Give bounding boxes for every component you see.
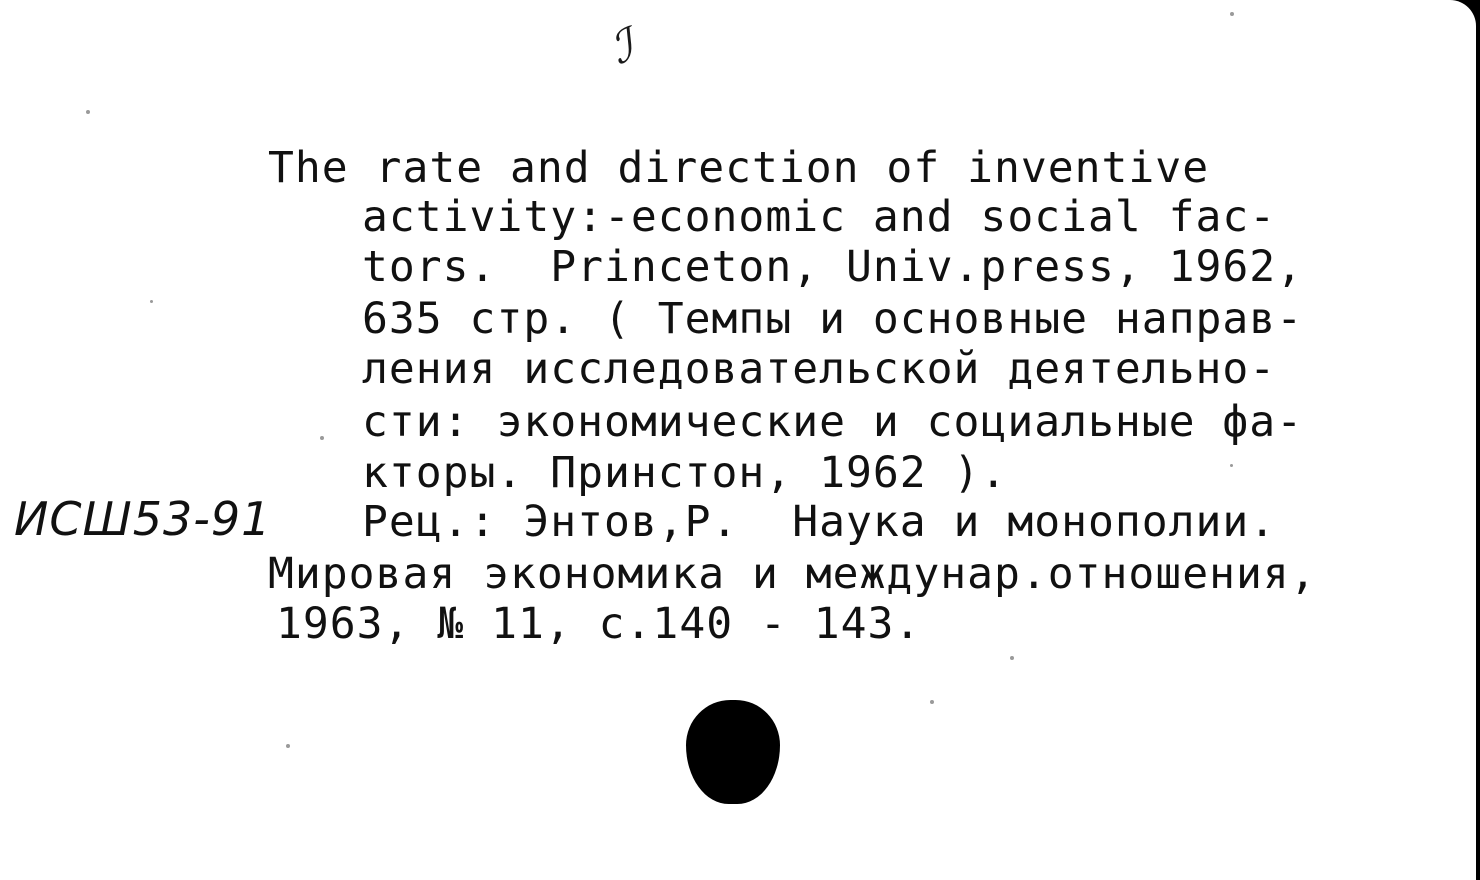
card-line-1: The rate and direction of inventive: [268, 143, 1210, 193]
speck: [1010, 656, 1014, 660]
speck: [320, 436, 324, 440]
scan-edge: [1476, 0, 1480, 880]
speck: [1230, 12, 1234, 16]
speck: [930, 700, 934, 704]
call-number: ИСШ53-91: [14, 492, 272, 546]
corner-mark: ℐ: [603, 20, 641, 75]
speck: [86, 110, 90, 114]
speck: [150, 300, 153, 303]
card-line-5: ления исследовательской деятельно-: [362, 344, 1277, 394]
speck: [1230, 464, 1233, 467]
card-line-2: activity:-economic and social fac-: [362, 192, 1277, 242]
card-line-4: 635 стр. ( Темпы и основные направ-: [362, 294, 1304, 344]
card-line-7: кторы. Принстон, 1962 ).: [362, 448, 1008, 498]
card-line-10: 1963, № 11, с.140 - 143.: [276, 599, 922, 649]
speck: [286, 744, 290, 748]
card-line-6: сти: экономические и социальные фа-: [362, 397, 1304, 447]
card-line-9: Мировая экономика и междунар.отношения,: [268, 549, 1317, 599]
punch-hole: [686, 700, 780, 804]
card-line-8: Рец.: Энтов,Р. Наука и монополии.: [362, 497, 1277, 547]
card-line-3: tors. Princeton, Univ.press, 1962,: [362, 242, 1304, 292]
